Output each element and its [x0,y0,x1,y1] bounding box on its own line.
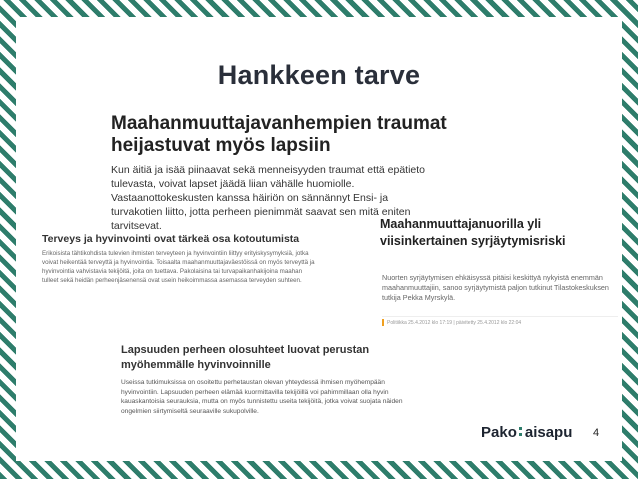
clip-main-body: Kun äitiä ja isää piinaavat sekä menneisyyden traumat että epätieto tulevasta, voivat lapset jäädä liian vähälle huomiolle. Vastaanottokeskusten kanssa häiriön on sännännyt Ensi- ja turvakotien liitto, jotta perheen pienimmät saavat sen mitä eniten tarvitsevat. [111,164,426,232]
clip-childhood-body: Useissa tutkimuksissa on osoitettu perhetaustan olevan yhteydessä ihmisen myöhempään hyvinvointiin. Lapsuuden perheen elämää kuormittavilla tekijöillä voi pahimmillaan olla hyvin kauaskantoisia seurauksia, mutta on myös tunnistettu useita tekijöitä, jotka voivat suojata näiden ongelmien siirtymiseltä seuraaville sukupolville. [121,379,403,415]
clip-youth-meta [382,316,618,326]
slide [16,17,622,461]
logo-text-part2: aisapu [524,424,573,441]
pakolaisapu-logo [481,424,572,441]
category-bar [382,319,384,326]
clip-health-body: Erikoisista tähtikohdista tulevien ihmisten terveyteen ja hyvinvointiin liittyy erityiskysymyksiä, jotka voivat heikentää terveyttä ja hyvinvointia. Toisaalta maahanmuuttajaväestöissä on myös terveyttä ja hyvinvointia vahvistavia tekijöitä, joita on tuettava. Pakolaisina tai turvapaikanhakijoina maahan tulleet sekä heidän perheenjäsenensä ovat usein heikoimmassa asemassa terveyden suhteen. [42,250,315,284]
clip-childhood-headline: Lapsuuden perheen olosuhteet luovat perustan myöhemmälle hyvinvoinnille [121,344,370,371]
clip-health-headline: Terveys ja hyvinvointi ovat tärkeä osa kotoutumista [42,233,300,245]
clip-youth-meta-text: Politiikka 25.4.2012 klo 17:19 | päivitetty 25.4.2012 klo 22:04 [387,319,522,326]
logo-dots-icon [518,425,524,441]
clip-youth-body: Nuorten syrjäytymisen ehkäisyssä pitäisi keskittyä nykyistä enemmän maahanmuuttajiin, sanoo syrjäytymistä paljon tutkinut Tilastokeskuksen tutkija Pekka Myrskylä. [382,273,609,302]
logo-text-part1: Pako [481,424,517,441]
clip-main-headline: Maahanmuuttajavanhempien traumat heijastuvat myös lapsiin [111,113,447,156]
page-number: 4 [593,427,600,439]
slide-title: Hankkeen tarve [217,60,421,90]
clip-youth-headline: Maahanmuuttajanuorilla yli viisinkertainen syrjäytymisriski [380,217,566,248]
